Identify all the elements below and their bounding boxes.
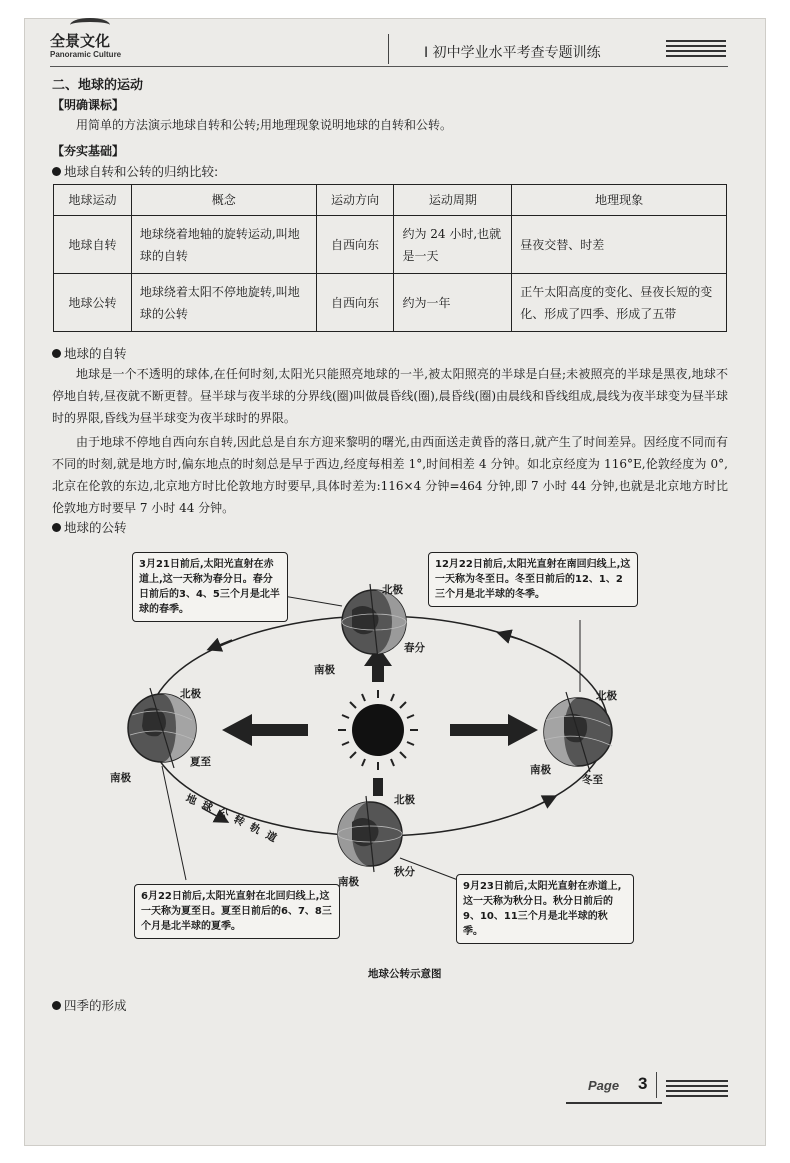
- callout-summer: 6月22日前后,太阳光直射在北回归线上,这一天称为夏至日。夏至日前后的6、7、8三个月是北半球的夏季。: [134, 884, 340, 939]
- table-cell: 正午太阳高度的变化、昼夜长短的变化、形成了四季、形成了五带: [512, 274, 727, 332]
- table-header-row: [54, 185, 727, 216]
- label-south-pole: 南极: [110, 772, 131, 784]
- table-cell: 约为一年: [394, 274, 512, 332]
- orbit-arrow-icon: [212, 640, 232, 648]
- rotation-heading-text: 地球的自转: [64, 346, 127, 361]
- table-cell: 昼夜交替、时差: [512, 216, 727, 274]
- callout-autumn: 9月23日前后,太阳光直射在赤道上,这一天称为秋分日。秋分日前后的9、10、11三个月是北半球的秋季。: [456, 874, 634, 944]
- label-north-pole: 北极: [180, 688, 201, 700]
- label-north-pole: 北极: [596, 690, 617, 702]
- orbit-arrow-icon: [502, 634, 522, 640]
- table-cell: 地球公转: [54, 274, 132, 332]
- series-title: Ⅰ 初中学业水平考查专题训练: [424, 45, 601, 61]
- logo-chinese: 全景文化: [50, 32, 111, 50]
- label-south-pole: 南极: [314, 664, 335, 676]
- comparison-heading-text: 地球自转和公转的归纳比较:: [64, 164, 219, 179]
- diagram-caption: 地球公转示意图: [368, 968, 442, 980]
- orbit-label-char: 公: [215, 806, 231, 822]
- earth-autumn-icon: [338, 796, 402, 872]
- rotation-paragraph-2: 由于地球不停地自西向东自转,因此总是自东方迎来黎明的曙光,由西面送走黄昏的落日,就产生了时间差异。因经度不同而有不同的时刻,就是地方时,偏东地点的时刻总是早于西边,经度每相差 1°,时间相差 4 分钟。如北京经度为 116°E,伦敦经度为 0°,北京在伦敦的东边,北京地方时比伦敦地方时要早,具体时差为:116×4 分钟=464 分钟,即 7 小时 44 分钟,也就是北京地方时比伦敦地方时要早 7 小时 44 分钟。: [52, 435, 728, 515]
- comparison-table: [53, 184, 727, 332]
- callout-winter: 12月22日前后,太阳光直射在南回归线上,这一天称为冬至日。冬至日前后的12、1、2三个月是北半球的冬季。: [428, 552, 638, 607]
- table-row: [54, 274, 727, 332]
- header-rule: [50, 66, 728, 67]
- curriculum-label: 【明确课标】: [52, 98, 125, 112]
- label-winter-solstice: 冬至: [582, 774, 603, 786]
- sun-icon: [338, 690, 418, 770]
- label-autumn-equinox: 秋分: [394, 866, 415, 878]
- page-number: 3: [638, 1074, 648, 1093]
- orbit-label-char: 道: [263, 829, 279, 845]
- table-row: [54, 216, 727, 274]
- footer-rule: [566, 1102, 662, 1107]
- table-cell: 地球绕着太阳不停地旋转,叫地球的公转: [131, 274, 316, 332]
- table-header: 运动周期: [394, 185, 512, 216]
- footer-decor-lines: [666, 1080, 728, 1100]
- bullet-dot-icon: [52, 167, 61, 176]
- publisher-logo: [50, 20, 140, 64]
- earth-winter-icon: [544, 692, 612, 772]
- page-label: Page: [588, 1078, 620, 1093]
- seasons-heading-text: 四季的形成: [64, 998, 127, 1013]
- bullet-dot-icon: [52, 349, 61, 358]
- logo-english: Panoramic Culture: [50, 50, 122, 59]
- table-header: 概念: [131, 185, 316, 216]
- arrow-down-icon: [373, 778, 383, 796]
- orbit-label-char: 球: [199, 799, 215, 815]
- rotation-heading: [52, 344, 127, 362]
- header-decor-lines: [666, 40, 726, 60]
- comparison-heading: [52, 162, 218, 180]
- orbit-label-char: 轨: [247, 821, 263, 837]
- orbit-label-char: 转: [231, 813, 247, 829]
- orbit-arrow-icon: [532, 798, 552, 808]
- callout-spring: 3月21日前后,太阳光直射在赤道上,这一天称为春分日。春分日前后的3、4、5三个月是北半球的春季。: [132, 552, 288, 622]
- label-spring-equinox: 春分: [404, 642, 425, 654]
- footer-divider: [656, 1072, 657, 1098]
- arrow-right-icon: [450, 714, 538, 746]
- label-north-pole: 北极: [394, 794, 415, 806]
- table-cell: 约为 24 小时,也就是一天: [394, 216, 512, 274]
- table-header: 地理现象: [512, 185, 727, 216]
- rotation-paragraph-1: 地球是一个不透明的球体,在任何时刻,太阳光只能照亮地球的一半,被太阳照亮的半球是白昼;未被照亮的半球是黑夜,地球不停地自转,昼夜就不断更替。昼半球与夜半球的分界线(圈)叫做晨昏线(圈),晨昏线(圈)由晨线和昏线组成,晨线为夜半球变为昼半球时的界限,昏线为昼半球变为夜半球时的界限。: [52, 367, 728, 425]
- bullet-dot-icon: [52, 1001, 61, 1010]
- label-south-pole: 南极: [530, 764, 551, 776]
- table-header: 运动方向: [316, 185, 394, 216]
- revolution-diagram: [52, 540, 728, 990]
- orbit-label-char: 地: [183, 792, 199, 808]
- table-header: 地球运动: [54, 185, 132, 216]
- label-summer-solstice: 夏至: [190, 756, 211, 768]
- bullet-dot-icon: [52, 523, 61, 532]
- basics-label: 【夯实基础】: [52, 144, 125, 158]
- table-cell: 自西向东: [316, 216, 394, 274]
- header-divider: [388, 34, 389, 64]
- revolution-heading-text: 地球的公转: [64, 520, 127, 535]
- label-south-pole: 南极: [338, 876, 359, 888]
- table-cell: 地球绕着地轴的旋转运动,叫地球的自转: [131, 216, 316, 274]
- label-north-pole: 北极: [382, 584, 403, 596]
- seasons-heading: [52, 996, 127, 1014]
- revolution-heading: [52, 518, 127, 536]
- table-cell: 自西向东: [316, 274, 394, 332]
- table-cell: 地球自转: [54, 216, 132, 274]
- arrow-left-icon: [222, 714, 308, 746]
- section-title: 二、地球的运动: [52, 78, 144, 93]
- curriculum-text: 用简单的方法演示地球自转和公转;用地理现象说明地球的自转和公转。: [76, 118, 453, 132]
